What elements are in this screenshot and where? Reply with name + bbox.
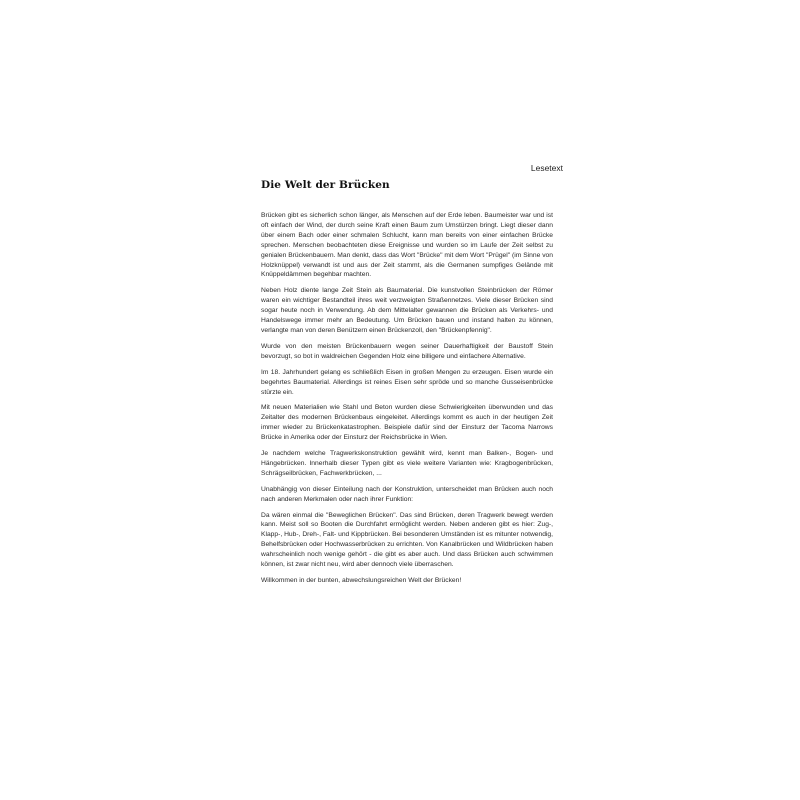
- paragraph-4: Im 18. Jahrhundert gelang es schließlich Eisen in großen Mengen zu erzeugen. Eisen wurde ein begehrtes Baumaterial. Allerdings ist reines Eisen sehr spröde und so manche Gusseisenbrücke stürzte ein.: [261, 368, 553, 396]
- paragraph-2: Neben Holz diente lange Zeit Stein als Baumaterial. Die kunstvollen Steinbrücken der Römer waren ein wichtiger Bestandteil ihres weit verzweigten Straßennetzes. Viele dieser Brücken sind sogar heute noch in Verwendung. Ab dem Mittelalter gewannen die Brücken als Verkehrs- und Handelswege immer mehr an Bedeutung. Um Brücken bauen und instand halten zu können, verlangte man von deren Benützern einen Brückenzoll, den "Brückenpfennig".: [261, 287, 553, 334]
- paragraph-7: Unabhängig von dieser Einteilung nach der Konstruktion, unterscheidet man Brücken auch noch nach anderen Merkmalen oder nach ihrer Funktion:: [261, 485, 553, 503]
- paragraph-6: Je nachdem welche Tragwerkskonstruktion gewählt wird, kennt man Balken-, Bogen- und Hängebrücken. Innerhalb dieser Typen gibt es viele weitere Varianten wie: Kragbogenbrücken, Schrägseilbrücken, Fachwerkbrücken, ...: [261, 450, 553, 477]
- paragraph-5: Mit neuen Materialien wie Stahl und Beton wurden diese Schwierigkeiten überwunden und das Zeitalter des modernen Brückenbaus eingeleitet. Allerdings kommt es auch in der heutigen Zeit immer wieder zu Brückenkatastrophen. Beispiele dafür sind der Einsturz der Tacoma Narrows Brücke in Amerika oder der Einsturz der Reichsbrücke in Wien.: [261, 404, 553, 442]
- paragraph-1: Brücken gibt es sicherlich schon länger, als Menschen auf der Erde leben. Baumeister war und ist oft einfach der Wind, der durch seine Kraft einen Baum zum Umstürzen bringt. Liegt dieser dann über einem Bach oder einer schmalen Schlucht, kann man bereits von einer einfachen Brücke sprechen. Menschen beobachteten diese Ereignisse und wurden so im Laufe der Zeit selbst zu genialen Brückenbauern. Man denkt, dass das Wort "Brücke" mit dem Wort "Prügel" (im Sinne von Holzknüppel) verwandt ist und aus der Zeit stammt, als die Germanen sumpfiges Gelände mit Knüppeldämmen begehbar machten.: [261, 212, 553, 279]
- body-text: [261, 211, 553, 592]
- paragraph-8: Da wären einmal die "Beweglichen Brücken". Das sind Brücken, deren Tragwerk bewegt werden kann. Meist soll so Booten die Durchfahrt ermöglicht werden. Neben anderen gibt es hier: Zug-, Klapp-, Hub-, Dreh-, Falt- und Kippbrücken. Bei besonderen Umständen ist es mitunter notwendig, Behelfsbrücken oder Hochwasserbrücken zu errichten. Von Kanalbrücken und Wildbrücken haben wahrscheinlich noch wenige gehört - die gibt es aber auch. Und dass Brücken auch schwimmen können, ist zwar nicht neu, wird aber dennoch viele überraschen.: [261, 511, 553, 569]
- section-label: Lesetext: [530, 163, 563, 173]
- paragraph-9: Willkommen in der bunten, abwechslungsreichen Welt der Brücken!: [261, 577, 462, 584]
- paragraph-3: Wurde von den meisten Brückenbauern wegen seiner Dauerhaftigkeit der Baustoff Stein bevorzugt, so bot in waldreichen Gegenden Holz eine billigere und einfachere Alternative.: [261, 342, 553, 360]
- document-title: Die Welt der Brücken: [261, 179, 390, 191]
